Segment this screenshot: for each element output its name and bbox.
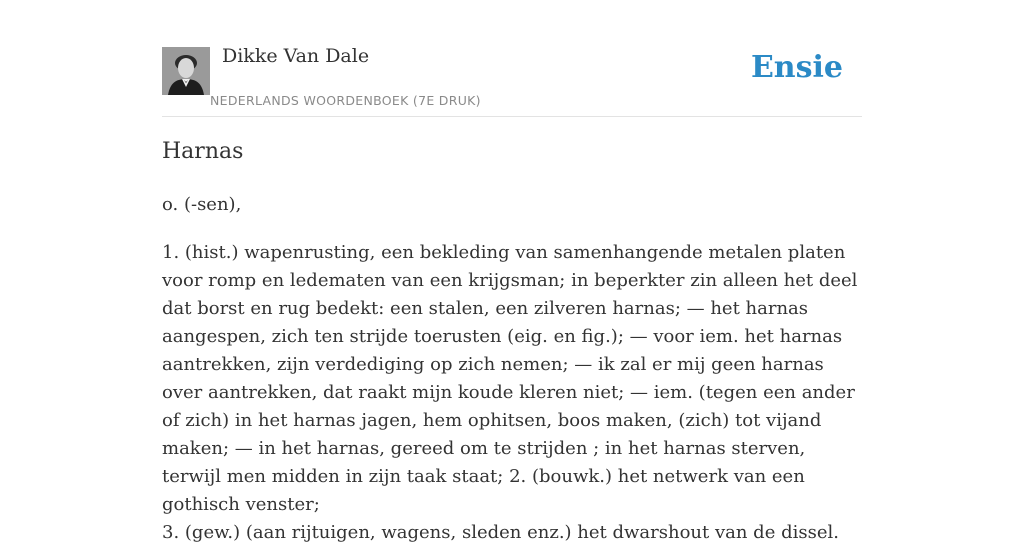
ensie-logo-link[interactable]: Ensie [750,50,843,85]
entry-grammar: o. (-sen), [162,194,242,215]
author-avatar[interactable] [162,47,210,95]
header [162,0,862,117]
page [162,0,862,543]
entry-title: Harnas [162,139,244,164]
author-name[interactable]: Dikke Van Dale [222,45,370,67]
entry-definition [162,239,862,547]
definition-part-2: 3. (gew.) (aan rijtuigen, wagens, sleden enz.) het dwarshout van de dissel. [162,522,839,543]
dictionary-subtitle[interactable]: NEDERLANDS WOORDENBOEK (7E DRUK) [210,93,481,108]
portrait-icon [162,47,210,95]
definition-part-1: 1. (hist.) wapenrusting, een bekleding van samenhangende metalen platen voor romp en ledematen van een krijgsman; in beperkter zin alleen het deel dat borst en rug bedekt: een stalen, een zilveren harnas; — het harnas aangespen, zich ten strijde toerusten (eig. en fig.); — voor iem. het harnas aantrekken, zijn verdediging op zich nemen; — ik zal er mij geen harnas over aantrekken, dat raakt mijn koude kleren niet; — iem. (tegen een ander of zich) in het harnas jagen, hem ophitsen, boos maken, (zich) tot vijand maken; — in het harnas, gereed om te strijden ; in het harnas sterven, terwijl men midden in zijn taak staat; 2. (bouwk.) het netwerk van een gothisch venster; [162,242,858,515]
